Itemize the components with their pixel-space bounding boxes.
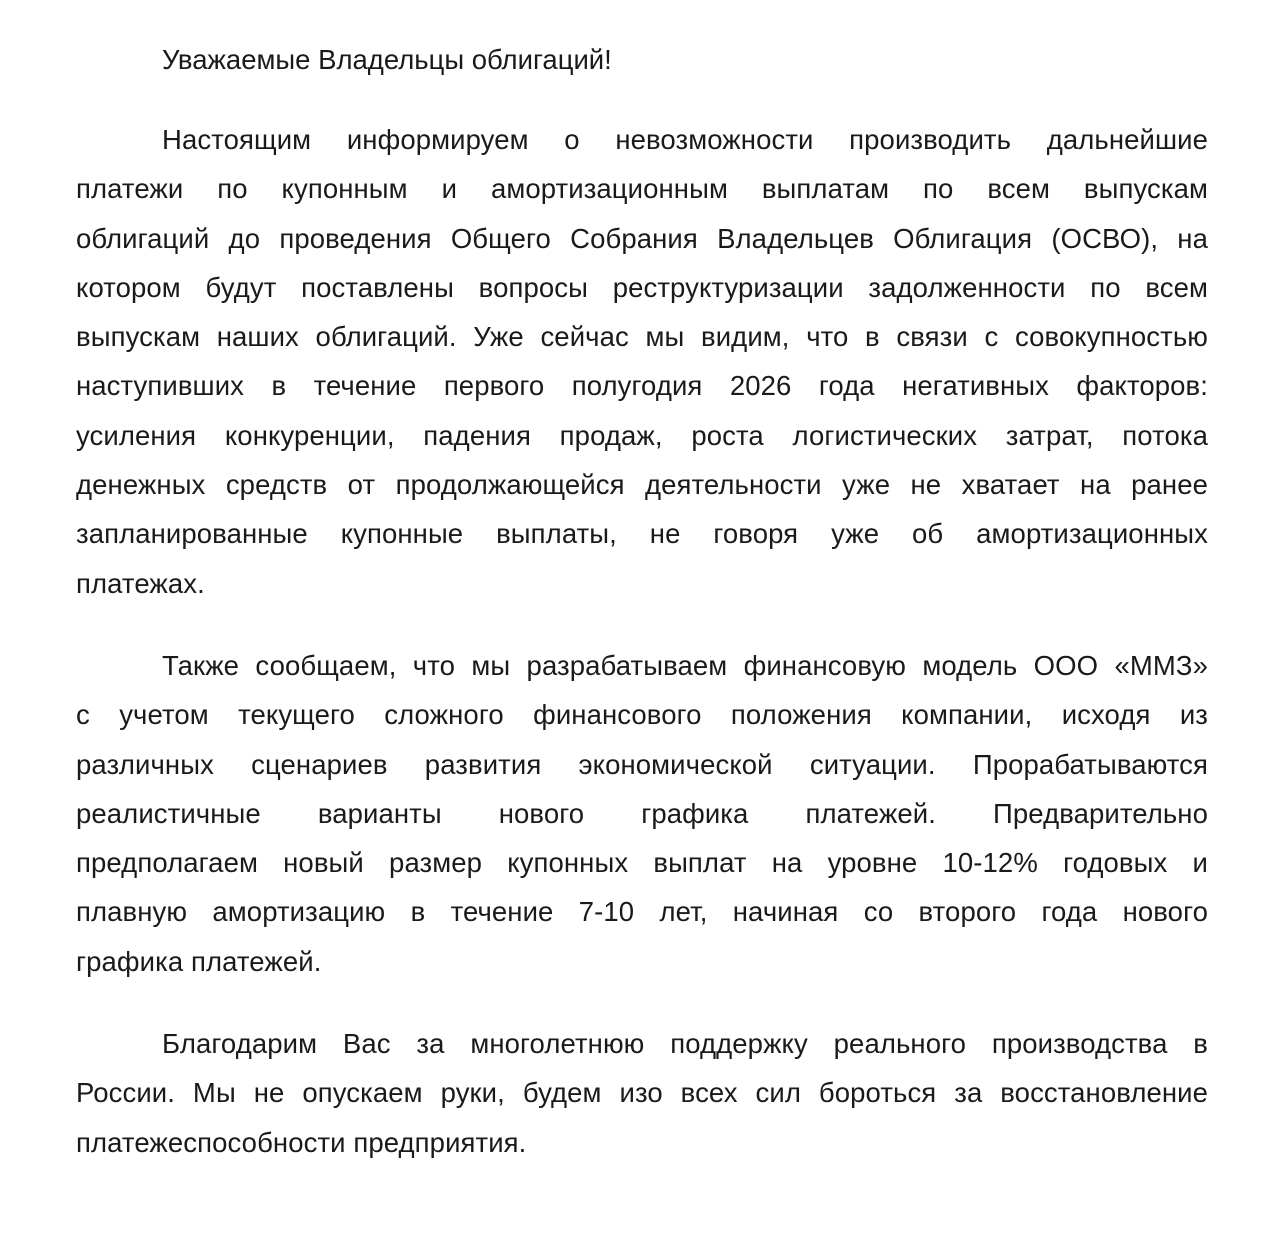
paragraph-line: графика платежей.	[76, 945, 322, 977]
paragraph-line: Благодарим Вас за многолетнюю поддержку реального производства в	[162, 1028, 1208, 1059]
paragraph-line: выпускам наших облигаций. Уже сейчас мы видим, что в связи с совокупностью	[76, 321, 1208, 353]
paragraph-line: платежи по купонным и амортизационным выплатам по всем выпускам	[76, 173, 1208, 205]
paragraph-line: России. Мы не опускаем руки, будем изо всех сил бороться за восстановление	[76, 1077, 1208, 1109]
paragraph-line: денежных средств от продолжающейся деятельности уже не хватает на ранее	[76, 469, 1208, 501]
paragraph-line: котором будут поставлены вопросы реструктуризации задолженности по всем	[76, 271, 1208, 303]
paragraph-line: усиления конкуренции, падения продаж, роста логистических затрат, потока	[76, 419, 1208, 451]
paragraph-line: с учетом текущего сложного финансового положения компании, исходя из	[76, 699, 1208, 731]
paragraph-line: платежах.	[76, 567, 205, 599]
paragraph-financial-model	[76, 641, 1208, 986]
paragraph-payment-suspension	[76, 115, 1208, 608]
paragraph-gratitude	[76, 1019, 1208, 1167]
paragraph-line: плавную амортизацию в течение 7-10 лет, начиная со второго года нового	[76, 896, 1208, 928]
paragraph-line: различных сценариев развития экономической ситуации. Прорабатываются	[76, 748, 1208, 780]
paragraph-line: Также сообщаем, что мы разрабатываем финансовую модель ООО «ММЗ»	[162, 650, 1208, 681]
paragraph-line: реалистичные варианты нового графика платежей. Предварительно	[76, 797, 1208, 829]
letter-greeting: Уважаемые Владельцы облигаций!	[162, 44, 612, 75]
paragraph-line: предполагаем новый размер купонных выплат на уровне 10-12% годовых и	[76, 847, 1208, 879]
paragraph-line: Настоящим информируем о невозможности производить дальнейшие	[162, 124, 1208, 155]
paragraph-line: запланированные купонные выплаты, не говоря уже об амортизационных	[76, 518, 1208, 550]
paragraph-line: облигаций до проведения Общего Собрания Владельцев Облигация (ОСВО), на	[76, 222, 1208, 254]
paragraph-line: наступивших в течение первого полугодия 2026 года негативных факторов:	[76, 370, 1208, 402]
paragraph-line: платежеспособности предприятия.	[76, 1126, 527, 1158]
